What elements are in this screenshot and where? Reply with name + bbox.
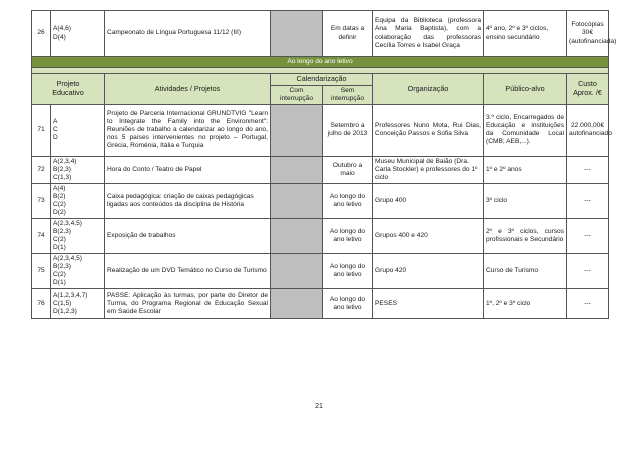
header-without-interruption: Sem interrupção — [323, 85, 373, 104]
section-band: Ao longo do ano letivo — [32, 57, 609, 68]
header-calendar: Calendarização — [271, 74, 373, 86]
table-row-74 — [32, 219, 609, 254]
without-interruption-cell: Ao longo do ano letivo — [323, 219, 373, 254]
organization-cell: Professores Nuno Mota, Rui Dias, Conceição Passos e Sofia Silva — [373, 104, 484, 156]
audience-cell: Curso de Turismo — [484, 254, 567, 289]
with-interruption-cell — [271, 254, 323, 289]
audience-cell: 4º ano, 2º e 3º ciclos, ensino secundário — [484, 11, 567, 57]
section-band-row — [32, 57, 609, 68]
without-interruption-cell: Ao longo do ano letivo — [323, 289, 373, 319]
table-row-75 — [32, 254, 609, 289]
header-project: Projeto Educativo — [32, 74, 105, 105]
audience-cell: 3.º ciclo, Encarregados de Educação e instituições da Comunidade Local (CMB; AEB,...). — [484, 104, 567, 156]
row-number: 72 — [32, 156, 51, 183]
with-interruption-cell — [271, 104, 323, 156]
cost-cell: --- — [567, 156, 609, 183]
project-code: A(2,3,4) B(2,3) C(1,3) — [51, 156, 105, 183]
organization-cell: Grupo 400 — [373, 183, 484, 218]
audience-cell: 2º e 3º ciclos, cursos profissionais e Secundário — [484, 219, 567, 254]
organization-cell: Equipa da Biblioteca (professora Ana Maria Baptista), com a colaboração das professoras Cecília Torres e Isabel Graça — [373, 11, 484, 57]
table-row-71 — [32, 104, 609, 156]
row-number: 26 — [32, 11, 51, 57]
audience-cell: 1º e 2º anos — [484, 156, 567, 183]
audience-cell: 3º ciclo — [484, 183, 567, 218]
organization-cell: Museu Municipal de Baião (Dra. Carla Stockler) e professores do 1º ciclo — [373, 156, 484, 183]
table-row-73 — [32, 183, 609, 218]
page-number: 21 — [315, 403, 323, 410]
table-row-76 — [32, 289, 609, 319]
header-with-interruption: Com interrupção — [271, 85, 323, 104]
cost-cell: --- — [567, 183, 609, 218]
project-code: A(1,2,3,4,7) C(1,5) D(1,2,3) — [51, 289, 105, 319]
organization-cell: Grupos 400 e 420 — [373, 219, 484, 254]
header-row-top — [32, 74, 609, 86]
activity-text: PASSE: Aplicação às turmas, por parte do Diretor de Turma, do Programa Regional de Educação Sexual em Saúde Escolar — [105, 289, 271, 319]
cost-cell: --- — [567, 254, 609, 289]
project-code: A(4) B(2) C(2) D(2) — [51, 183, 105, 218]
with-interruption-cell — [271, 11, 323, 57]
header-organization: Organização — [373, 74, 484, 105]
project-code: A(2,3,4,5) B(2,3) C(2) D(1) — [51, 219, 105, 254]
cost-cell: --- — [567, 219, 609, 254]
organization-cell: Grupo 420 — [373, 254, 484, 289]
project-code: A C D — [51, 104, 105, 156]
organization-cell: PESES — [373, 289, 484, 319]
audience-cell: 1º, 2º e 3º ciclo — [484, 289, 567, 319]
without-interruption-cell: Ao longo do ano letivo — [323, 183, 373, 218]
activities-table — [31, 10, 617, 319]
with-interruption-cell — [271, 156, 323, 183]
with-interruption-cell — [271, 289, 323, 319]
project-code: A(2,3,4,5) B(2,3) C(2) D(1) — [51, 254, 105, 289]
table-row-26 — [32, 11, 609, 57]
activity-text: Realização de um DVD Temático no Curso de Turismo — [105, 254, 271, 289]
without-interruption-cell: Ao longo do ano letivo — [323, 254, 373, 289]
header-activities: Atividades / Projetos — [105, 74, 271, 105]
with-interruption-cell — [271, 219, 323, 254]
row-number: 71 — [32, 104, 51, 156]
cost-cell: 22.000,00€ autofinanciado — [567, 104, 609, 156]
row-number: 74 — [32, 219, 51, 254]
activity-text: Projeto de Parceria Internacional GRUNDTVIG "Learn to Integrate the Family into the Environment": Reuniões de trabalho a calendarizar ao longo do ano, nos 5 países intervenientes no projeto – Portugal, Grécia, Roménia, Itália e Turquia — [105, 104, 271, 156]
activity-text: Campeonato de Língua Portuguesa 11/12 (III) — [105, 11, 271, 57]
cost-cell: Fotocópias 30€ (autofinanciada) — [567, 11, 609, 57]
without-interruption-cell: Setembro a julho de 2013 — [323, 104, 373, 156]
activity-text: Exposição de trabalhos — [105, 219, 271, 254]
without-interruption-cell: Outubro a maio — [323, 156, 373, 183]
table-row-72 — [32, 156, 609, 183]
without-interruption-cell: Em datas a definir — [323, 11, 373, 57]
header-audience: Público-alvo — [484, 74, 567, 105]
project-code: A(4,6) D(4) — [51, 11, 105, 57]
activity-text: Hora do Conto / Teatro de Papel — [105, 156, 271, 183]
activity-text: Caixa pedagógica: criação de caixas pedagógicas ligadas aos conteúdos da disciplina de História — [105, 183, 271, 218]
row-number: 73 — [32, 183, 51, 218]
cost-cell: --- — [567, 289, 609, 319]
row-number: 75 — [32, 254, 51, 289]
header-cost: Custo Aprox. /€ — [567, 74, 609, 105]
with-interruption-cell — [271, 183, 323, 218]
row-number: 76 — [32, 289, 51, 319]
